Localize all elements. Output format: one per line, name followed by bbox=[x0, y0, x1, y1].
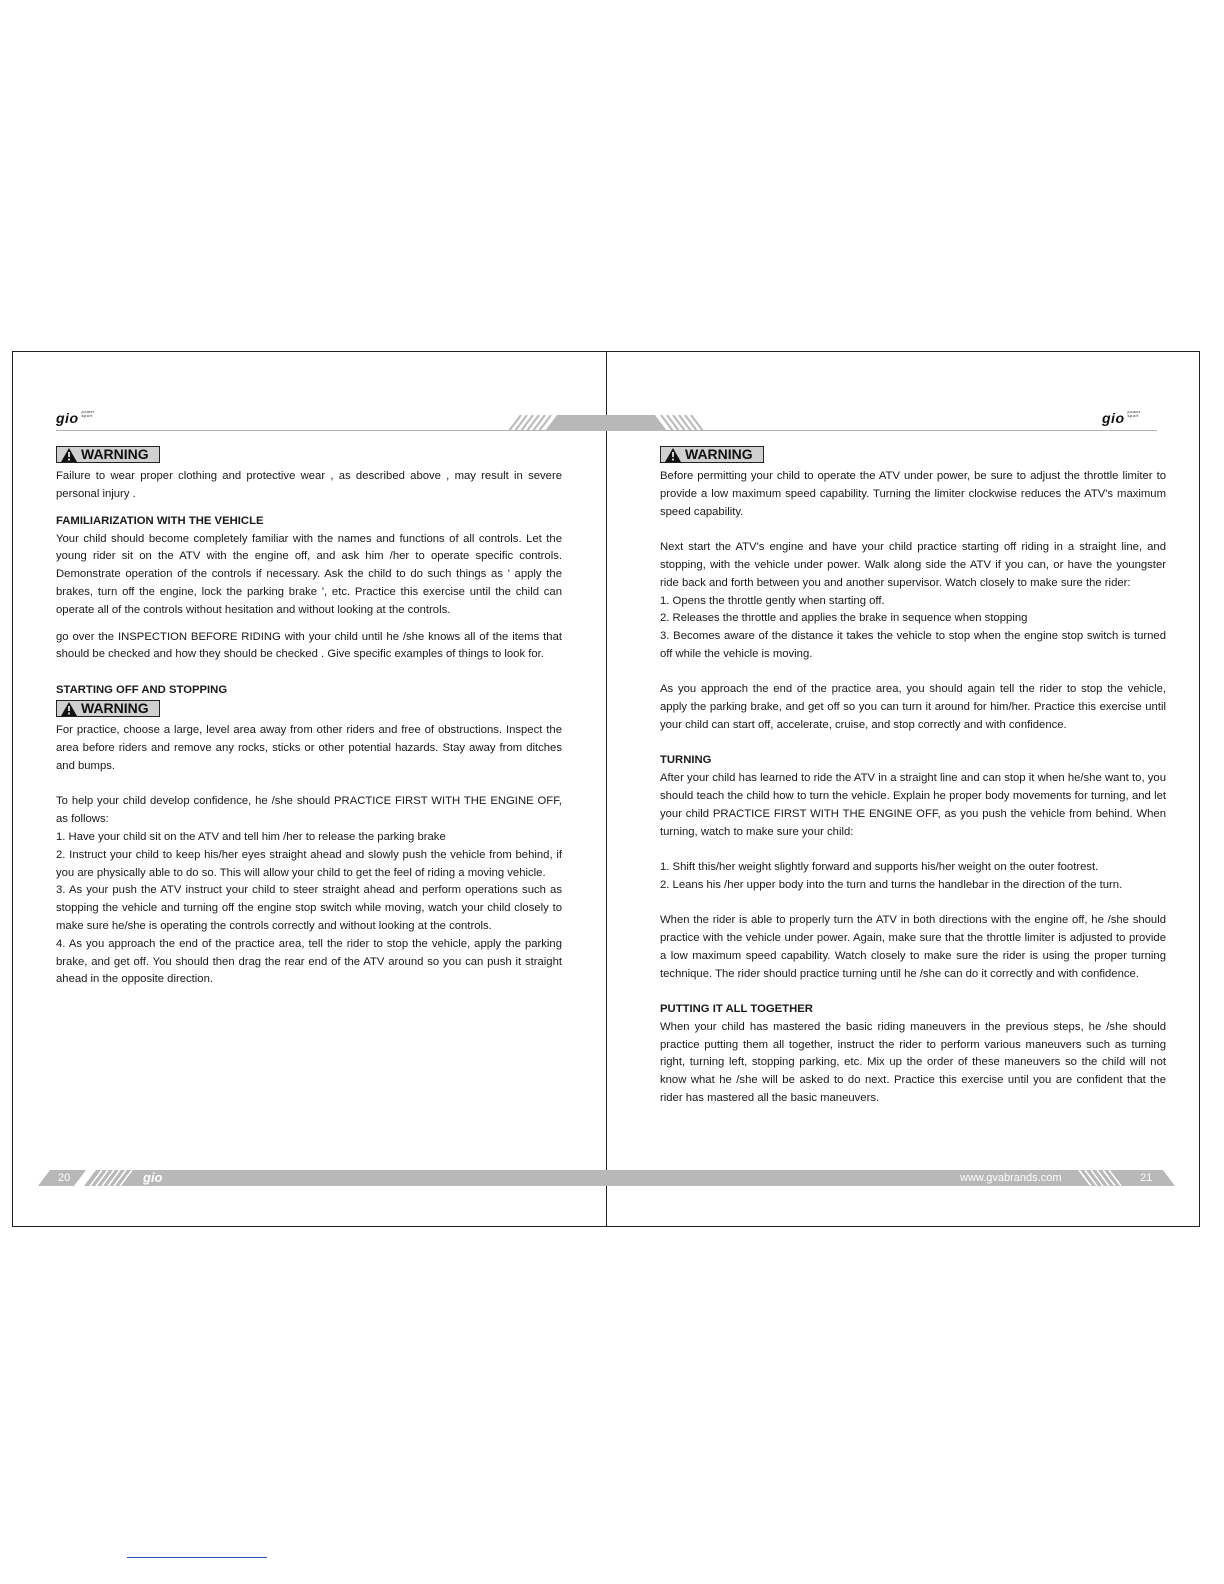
footer-band-right bbox=[607, 1170, 1175, 1186]
header-stripe-decoration bbox=[495, 415, 715, 431]
approach-text: As you approach the end of the practice area, you should again tell the rider to stop the vehicle, apply the parking brake, and get off so you can turn it around for him/her. Practice this exercise until your child can start off, accelerate, cruise, and stop correctly and with confidence. bbox=[660, 683, 1166, 732]
together-text: When your child has mastered the basic riding maneuvers in the previous steps, he /she should practice putting them all together, instruct the rider to perform various maneuvers such as turning right, turning left, stopping parking, etc. Mix up the order of these maneuvers so the child will not know what he /she will be asked to do next. Practice this exercise until you are confident that the rider has mastered all the basic maneuvers. bbox=[660, 1020, 1166, 1104]
practice-text: For practice, choose a large, level area away from other riders and free of obstructions. Inspect the area before riders and remove any rocks, sticks or other potential hazards. Stay away from ditches and bumps. bbox=[56, 724, 562, 772]
left-page-content bbox=[56, 446, 562, 989]
right-page-content bbox=[660, 446, 1166, 1108]
warning-badge bbox=[56, 700, 160, 717]
warning-triangle-icon bbox=[61, 448, 77, 462]
warning-text: Before permitting your child to operate the ATV under power, be sure to adjust the throttle limiter to provide a low maximum speed capability. Turning the limiter clockwise reduces the ATV's maximum speed capability. bbox=[660, 470, 1166, 518]
warning-text: Failure to wear proper clothing and protective wear , as described above , may result in severe personal injury . bbox=[56, 470, 562, 501]
footer-logo bbox=[143, 1170, 163, 1185]
turning-step: 1. Shift this/her weight slightly forward and supports his/her weight on the outer footrest. bbox=[660, 861, 1099, 874]
page-number-right: 21 bbox=[1140, 1172, 1153, 1184]
rider-step: 3. Becomes aware of the distance it takes the vehicle to stop when the engine stop switch is turned off while the vehicle is moving. bbox=[660, 630, 1166, 661]
rider-step: 2. Releases the throttle and applies the brake in sequence when stopping bbox=[660, 612, 1028, 625]
step-item: 3. As your push the ATV instruct your child to steer straight ahead and perform operations such as stopping the vehicle and turning off the engine stop switch while moving, watch your child closely to make sure he/she is operating the controls correctly and without looking at the controls. bbox=[56, 884, 562, 932]
warning-triangle-icon bbox=[665, 448, 681, 462]
logo-subtext: power sport bbox=[1127, 409, 1141, 418]
logo-text: gio bbox=[143, 1170, 163, 1185]
warning-label: WARNING bbox=[81, 699, 149, 716]
logo-text: gio bbox=[1102, 410, 1125, 426]
logo-subtext: power sport bbox=[81, 409, 95, 418]
warning-badge bbox=[660, 446, 764, 463]
warning-label: WARNING bbox=[685, 445, 753, 462]
section-heading-turning: TURNING bbox=[660, 754, 712, 767]
website-url[interactable]: www.gvabrands.com bbox=[960, 1172, 1062, 1184]
brand-logo-right bbox=[1102, 410, 1146, 426]
warning-triangle-icon bbox=[61, 702, 77, 716]
turning-text: After your child has learned to ride the ATV in a straight line and can stop it when he/she want to, you should teach the child how to turn the vehicle. Explain he proper body movements for turning, and let your child PRACTICE FIRST WITH THE ENGINE OFF, as you push the vehicle from behind. When turning, watch to make sure your child: bbox=[660, 772, 1166, 838]
brand-logo-left bbox=[56, 410, 100, 426]
warning-label: WARNING bbox=[81, 445, 149, 462]
warning-badge bbox=[56, 446, 160, 463]
inspection-text: go over the INSPECTION BEFORE RIDING with your child until he /she knows all of the items that should be checked and how they should be checked . Give specific examples of things to look for. bbox=[56, 630, 562, 661]
next-start-text: Next start the ATV's engine and have your child practice starting off riding in a straight line, and stopping, with the vehicle under power. Walk along side the ATV if you can, or have the youngster ride back and forth between you and another supervisor. Watch closely to make sure the rider: bbox=[660, 541, 1166, 589]
spread-divider bbox=[606, 351, 607, 1227]
step-item: 1. Have your child sit on the ATV and tell him /her to release the parking brake bbox=[56, 830, 446, 843]
page-number-left: 20 bbox=[58, 1172, 71, 1184]
familiarization-text: Your child should become completely familiar with the names and functions of all controls. Let the young rider sit on the ATV with the engine off, and ask him /her to operate specific controls. Demonstrate operation of the controls if necessary. Ask the child to do such things as ' apply the brakes, turn off the engine, lock the parking brake ', etc. Practice this exercise until the child can operate all of the controls without hesitation and without looking at the controls. bbox=[56, 532, 562, 616]
step-item: 4. As you approach the end of the practice area, tell the rider to stop the vehicle, apply the parking brake, and get off. You should then drag the rear end of the ATV around so you can push it straight ahead in the opposite direction. bbox=[56, 937, 562, 986]
section-heading-starting: STARTING OFF AND STOPPING bbox=[56, 684, 228, 697]
turning-step: 2. Leans his /her upper body into the turn and turns the handlebar in the direction of the turn. bbox=[660, 878, 1123, 891]
confidence-text: To help your child develop confidence, he /she should PRACTICE FIRST WITH THE ENGINE OFF, as follows: bbox=[56, 795, 562, 826]
turn-power-text: When the rider is able to properly turn the ATV in both directions with the engine off, he /she should practice with the vehicle under power. Again, make sure that the throttle limiter is adjusted to provide a low maximum speed capability. Watch closely to make sure the rider is using the proper turning technique. The rider should practice turning until he /she can do it correctly and with confidence. bbox=[660, 914, 1166, 980]
bottom-link-underline bbox=[127, 1557, 267, 1558]
footer-band-left bbox=[38, 1170, 608, 1186]
section-heading-familiarization: FAMILIARIZATION WITH THE VEHICLE bbox=[56, 514, 264, 527]
step-item: 2. Instruct your child to keep his/her eyes straight ahead and slowly push the vehicle from behind, if you are physically able to do so. This will allow your child to get the feel of riding a moving vehicle. bbox=[56, 848, 562, 879]
section-heading-together: PUTTING IT ALL TOGETHER bbox=[660, 1002, 813, 1015]
rider-step: 1. Opens the throttle gently when starting off. bbox=[660, 594, 885, 607]
logo-text: gio bbox=[56, 410, 79, 426]
